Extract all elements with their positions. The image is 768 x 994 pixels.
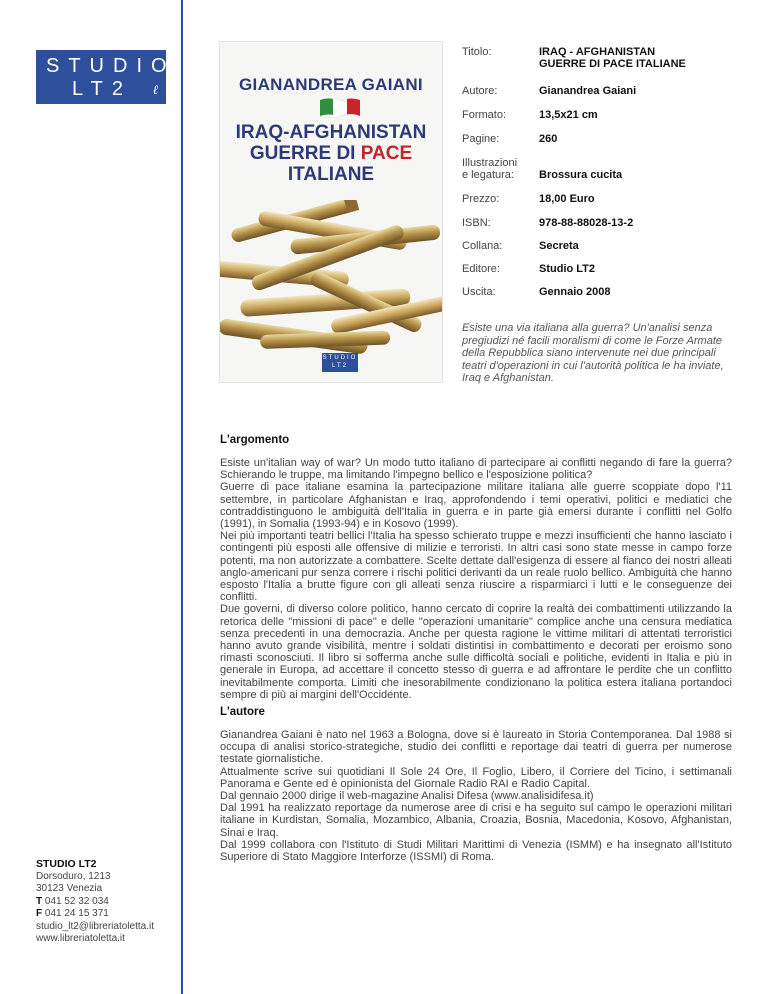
contact-website[interactable]: www.libreriatoletta.it [36, 933, 125, 944]
cover-mini-logo: STUDIO LT2 [322, 353, 358, 372]
autore-text [220, 729, 732, 863]
cover-title-line3: ITALIANE [287, 164, 375, 185]
meta-label-collana: Collana: [462, 240, 503, 252]
phone-label: T [36, 895, 43, 907]
meta-value-prezzo: 18,00 Euro [539, 193, 595, 205]
autore-paragraph: Attualmente scrive sui quotidiani Il Sole 24 Ore, Il Foglio, Libero, il Corriere del Ticino, i settimanali Panorama e Gente ed è opinionista del Giornale Radio RAI e Radio Capital. [220, 765, 732, 790]
meta-label-illustrazioni: Illustrazioni [462, 157, 518, 169]
meta-value-titolo: IRAQ - AFGHANISTAN [539, 46, 656, 58]
cover-title-line2 [220, 143, 442, 165]
contact-phone [36, 896, 154, 909]
meta-value-editore: Studio LT2 [539, 263, 596, 275]
meta-label-pagine: Pagine: [462, 133, 500, 145]
publisher-contact [36, 858, 154, 946]
italian-flag-icon [320, 96, 360, 118]
meta-value-isbn: 978-88-88028-13-2 [539, 217, 634, 229]
meta-value-pagine: 260 [539, 133, 558, 145]
argomento-paragraph: Guerre di pace italiane esamina la partecipazione militare italiana alle guerre scoppiate dopo l'11 settembre, in particolare Afghanistan e Iraq, approfondendo i temi operativi, politici e mediatici che contraddistinguono le ambiguità dell'Italia in guerra e in parte già emersi durante i conflitti nel Golfo (1991), in Somalia (1993-94) e in Kosovo (1999). [220, 481, 732, 531]
autore-paragraph: Dal 1999 collabora con l'Istituto di Studi Militari Marittimi di Venezia (ISMM) e ha insegnato all'Istituto Superiore di Stato Maggiore Interforze (ISSMI) di Roma. [220, 838, 732, 864]
fax-label: F [36, 908, 43, 919]
argomento-heading: L'argomento [220, 434, 290, 446]
studio-lt2-logo [36, 50, 176, 104]
argomento-text [220, 457, 732, 701]
meta-value-legatura: Brossura cucita [539, 169, 623, 181]
contact-fax [36, 908, 154, 921]
contact-email[interactable]: studio_lt2@libreriatoletta.it [36, 920, 154, 932]
logo-line1: STUDIO [46, 55, 176, 77]
argomento-paragraph: Nei più importanti teatri bellici l'Italia ha spesso schierato truppe e mezzi insufficienti che hanno lasciato i contingenti più esposti alle offensive di milizie e terroristi. In altri casi sono state messe in campo forze potenti, ma non autorizzate a combattere. Scelte dettate dall'esigenza di essere al fianco dei nostri alleati anglo-americani pur senza correre i rischi politici derivanti da un reale ruolo bellico. Ambiguità che hanno esposto l'Italia a brutte figure con gli alleati senza riuscire a risparmiarci i lutti e le conseguenze dei conflitti. [220, 530, 732, 604]
contact-name: STUDIO LT2 [36, 858, 97, 870]
meta-label-titolo: Titolo: [462, 46, 492, 58]
autore-heading: L'autore [220, 706, 265, 718]
book-cover [220, 42, 442, 382]
meta-label-autore: Autore: [462, 85, 498, 97]
fax-number: 041 24 15 371 [44, 908, 109, 919]
logo-line2: LT2 [72, 78, 132, 100]
cover-title-line2a: GUERRE DI [249, 143, 361, 164]
cover-title-line1: IRAQ-AFGHANISTAN [235, 122, 427, 143]
logo-signature-icon: ℓ [152, 83, 158, 98]
meta-value-collana: Secreta [539, 240, 579, 252]
meta-value-titolo-line2: GUERRE DI PACE ITALIANE [539, 58, 686, 70]
meta-label-prezzo: Prezzo: [462, 193, 500, 205]
cover-title-pace: PACE [360, 143, 413, 164]
meta-label-isbn: ISBN: [462, 217, 491, 229]
book-blurb: Esiste una via italiana alla guerra? Un'analisi senza pregiudizi né facili moralismi di come le Forze Armate della Repubblica siano intervenute nei due principali teatri d'operazioni in cui l'autorità politica le ha inviate, Iraq e Afghanistan. [462, 322, 724, 384]
autore-paragraph: Dal 1991 ha realizzato reportage da numerose aree di crisi e ha seguito sul campo le operazioni militari italiane in Kurdistan, Somalia, Mozambico, Albania, Croazia, Bosnia, Macedonia, Kosovo, Afghanistan, Sinai e Iraq. [220, 802, 732, 839]
phone-number: 041 52 32 034 [44, 895, 109, 907]
cover-author: GIANANDREA GAIANI [239, 75, 423, 94]
meta-value-formato: 13,5x21 cm [539, 109, 598, 121]
meta-label-editore: Editore: [462, 263, 500, 275]
contact-address1: Dorsoduro, 1213 [36, 870, 111, 882]
meta-label-uscita: Uscita: [462, 286, 496, 298]
argomento-paragraph: Esiste un'italian way of war? Un modo tutto italiano di partecipare ai conflitti negando di fare la guerra? Schierando le truppe, ma limitando l'impegno bellico e l'esposizione politica? [220, 457, 732, 482]
meta-value-autore: Gianandrea Gaiani [539, 85, 637, 97]
meta-value-uscita: Gennaio 2008 [539, 286, 611, 298]
argomento-paragraph: Due governi, di diverso colore politico, hanno cercato di coprire la realtà dei combattimenti utilizzando la retorica delle "missioni di pace" e delle "operazioni umanitarie" complice anche una censura mediatica senza precedenti in una democrazia. Anche per questa ragione le vittime militari di attentati terroristici hanno avuto grande visibilità, mentre i soldati distintisi in combattimento e decorati per eroismo sono rimasti sconosciuti. Il libro si sofferma anche sulle difficoltà sociali e politiche, evidenti in Italia e più in generale in Europa, ad accettare il concetto stesso di guerra e ad affrontare le perdite che un conflitto inevitabilmente comporta. Limiti che inesorabilmente condizionano la politica estera italiana portandoci sempre di più ai margini dell'Occidente. [220, 603, 732, 701]
meta-label-legatura: e legatura: [462, 169, 514, 181]
autore-paragraph: Gianandrea Gaiani è nato nel 1963 a Bologna, dove si è laureato in Storia Contemporanea. Dal 1988 si occupa di analisi storico-strategiche, studio dei conflitti e reportage dai teatri di guerra per numerose testate giornalistiche. [220, 729, 732, 766]
contact-address2: 30123 Venezia [36, 883, 103, 894]
autore-paragraph: Dal gennaio 2000 dirige il web-magazine Analisi Difesa (www.analisidifesa.it) [220, 790, 594, 803]
meta-label-formato: Formato: [462, 109, 507, 121]
vertical-divider-line [181, 0, 183, 994]
